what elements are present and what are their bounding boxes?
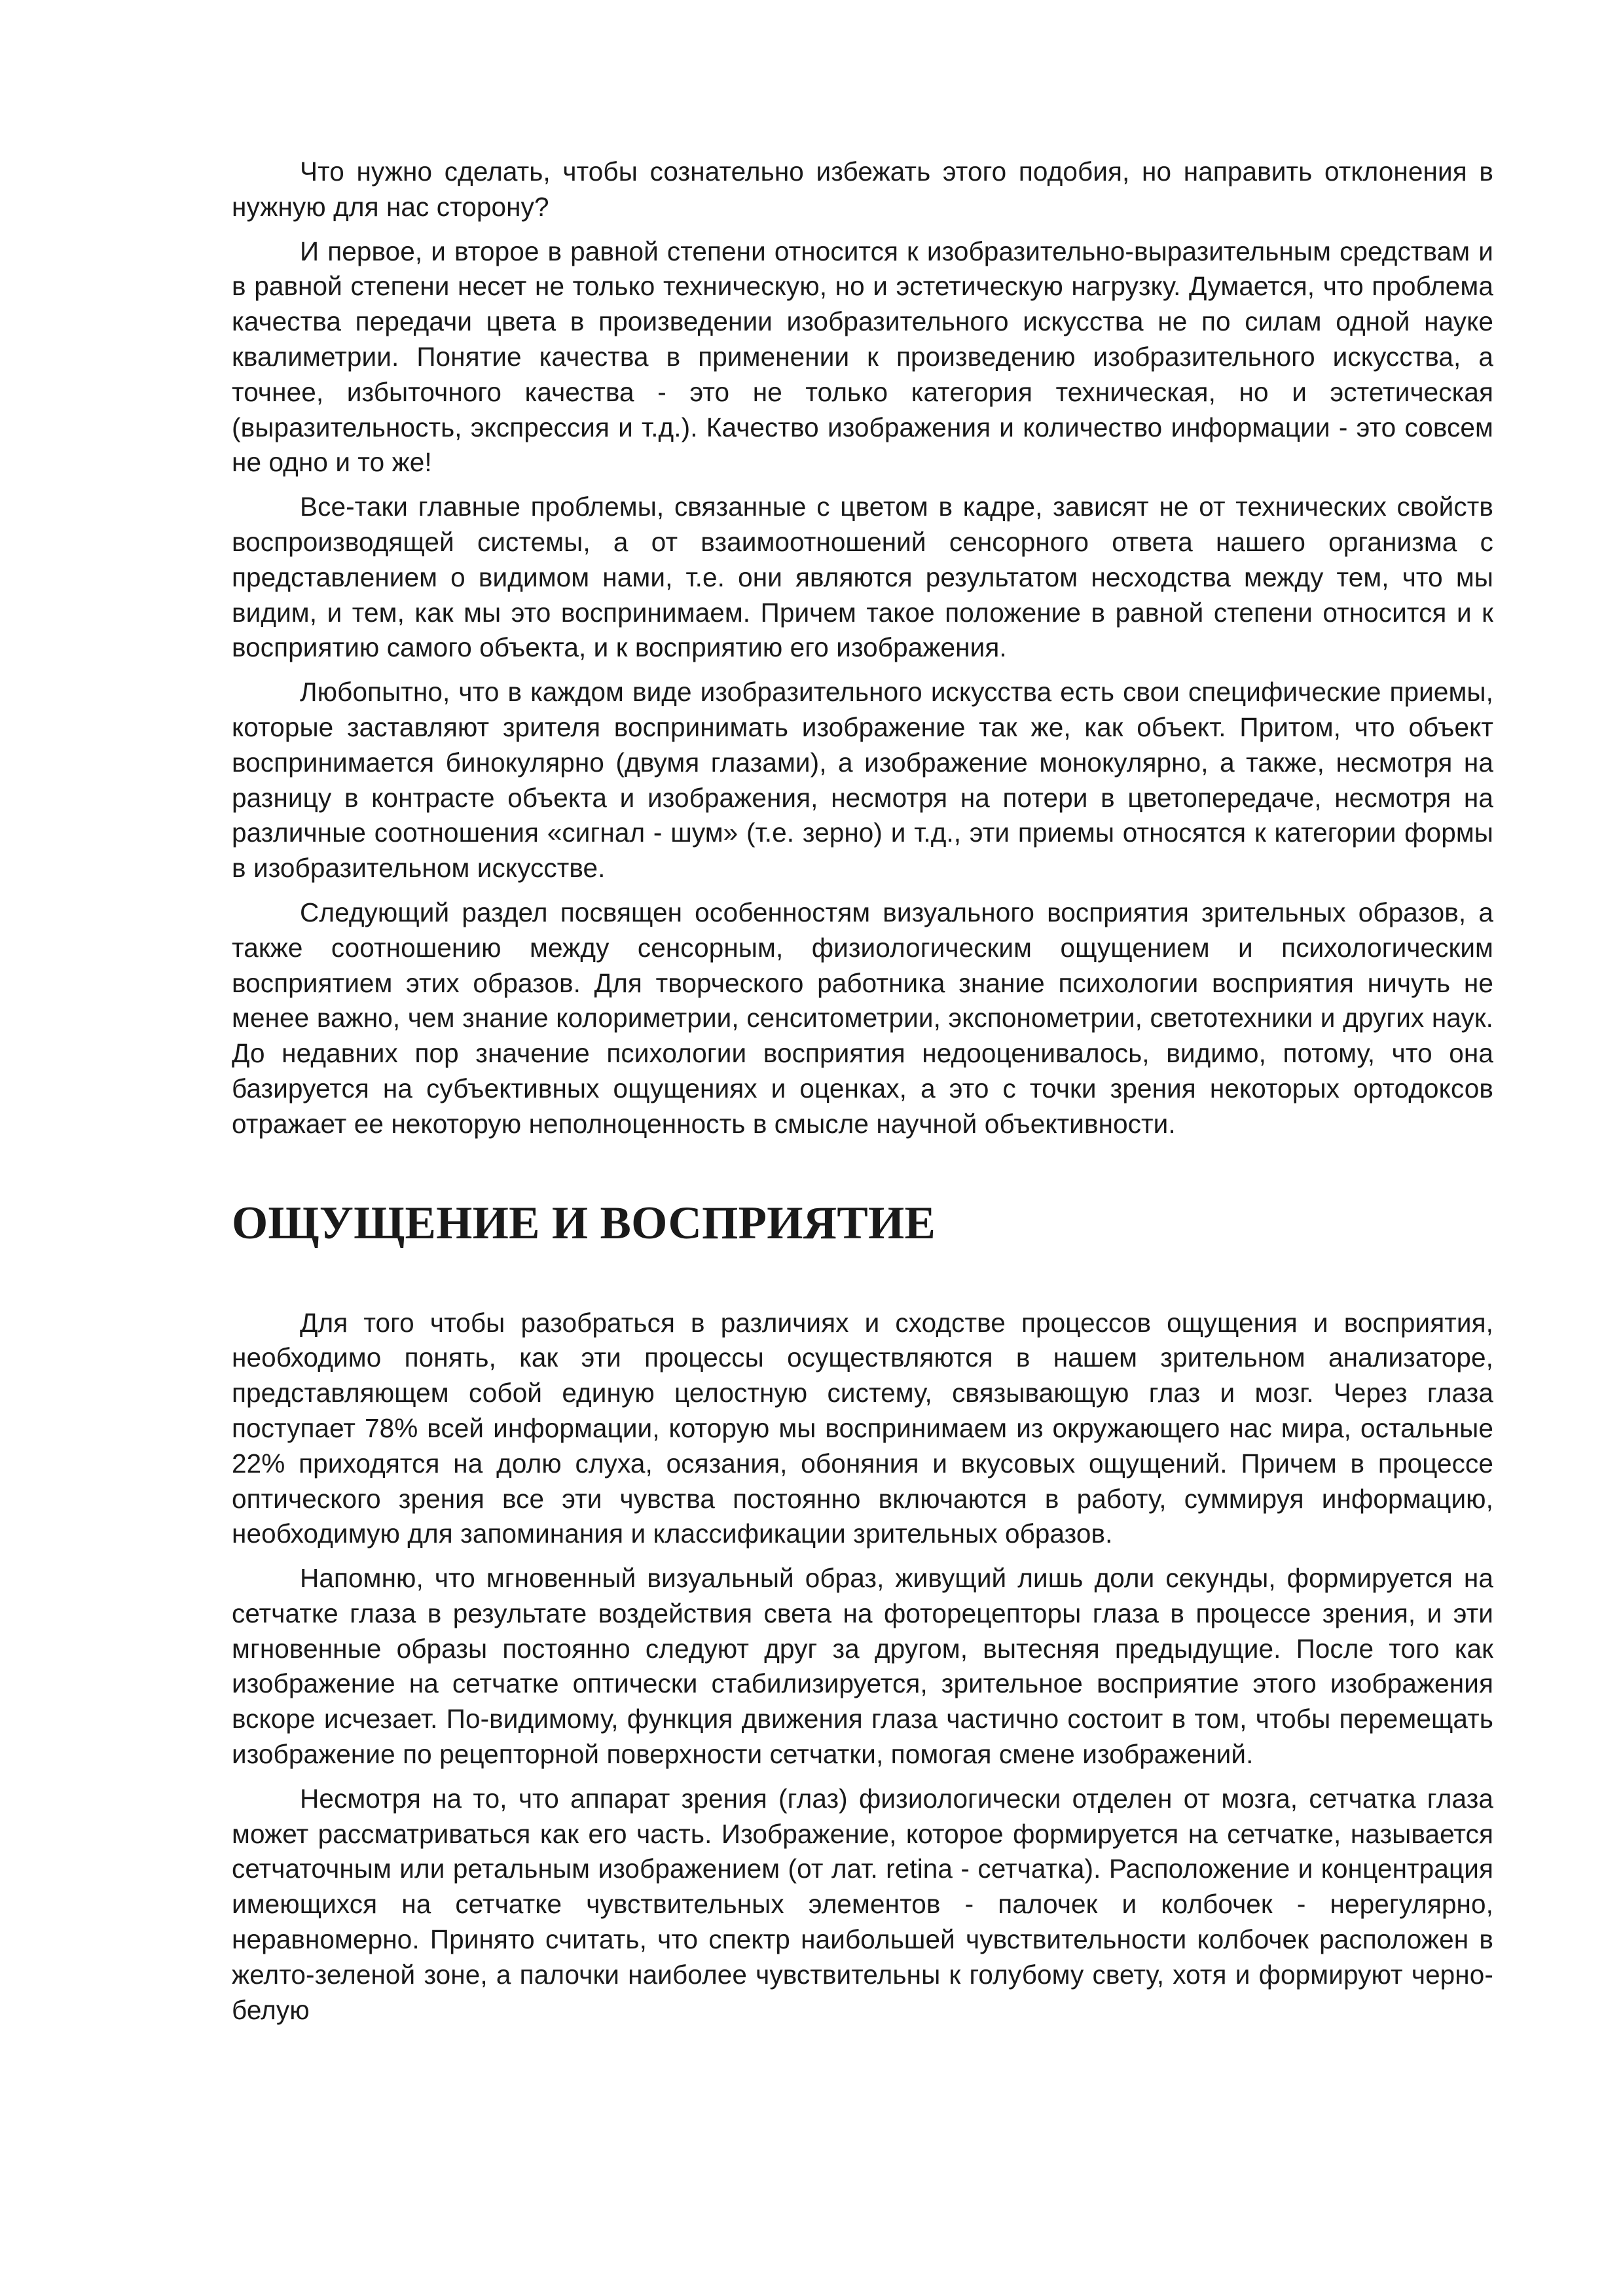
paragraph: И первое, и второе в равной степени относится к изобразительно-выразительным средствам и в равной степени несет не только техническую, но и эстетическую нагрузку. Думается, что проблема качества передачи цвета в произведении изобразительного искусства не по силам одной науке квалиметрии. Понятие качества в применении к произведению изобразительного искусства, а точнее, избыточного качества - это не только категория техническая, но и эстетическая (выразительность, экспрессия и т.д.). Качество изображения и количество информации - это совсем не одно и то же!	[232, 236, 1493, 478]
text-column	[232, 154, 1493, 2037]
paragraph: Любопытно, что в каждом виде изобразительного искусства есть свои специфические приемы, которые заставляют зрителя воспринимать изображение так же, как объект. Притом, что объект воспринимается бинокулярно (двумя глазами), а изображение монокулярно, а также, несмотря на разницу в контрасте объекта и изображения, несмотря на потери в цветопередаче, несмотря на различные соотношения «сигнал - шум» (т.е. зерно) и т.д., эти приемы относятся к категории формы в изобразительном искусстве.	[232, 677, 1493, 884]
paragraph: Несмотря на то, что аппарат зрения (глаз) физиологически отделен от мозга, сетчатка глаза может рассматриваться как его часть. Изображение, которое формируется на сетчатке, называется сетчаточным или ретальным изображением (от лат. retina - сетчатка). Расположение и концентрация имеющихся на сетчатке чувствительных элементов - палочек и колбочек - нерегулярно, неравномерно. Принято считать, что спектр наибольшей чувствительности колбочек расположен в желто-зеленой зоне, а палочки наиболее чувствительны к голубому свету, хотя и формируют черно-белую	[232, 1783, 1493, 2025]
paragraph: Что нужно сделать, чтобы сознательно избежать этого подобия, но направить отклонения в нужную для нас сторону?	[232, 156, 1493, 222]
section-heading: ОЩУЩЕНИЕ И ВОСПРИЯТИЕ	[232, 1197, 936, 1249]
paragraph: Для того чтобы разобраться в различиях и сходстве процессов ощущения и восприятия, необходимо понять, как эти процессы осуществляются в нашем зрительном анализаторе, представляющем собой единую целостную систему, связывающую глаз и мозг. Через глаза поступает 78% всей информации, которую мы воспринимаем из окружающего нас мира, остальные 22% приходятся на долю слуха, осязания, обоняния и вкусовых ощущений. Причем в процессе оптического зрения все эти чувства постоянно включаются в работу, суммируя информацию, необходимую для запоминания и классификации зрительных образов.	[232, 1307, 1493, 1549]
paragraph: Следующий раздел посвящен особенностям визуального восприятия зрительных образов, а также соотношению между сенсорным, физиологическим ощущением и психологическим восприятием этих образов. Для творческого работника знание психологии восприятия ничуть не менее важно, чем знание колориметрии, сенситометрии, экспонометрии, светотехники и других наук. До недавних пор значение психологии восприятия недооценивалось, видимо, потому, что она базируется на субъективных ощущениях и оценках, а это с точки зрения некоторых ортодоксов отражает ее некоторую неполноценность в смысле научной объективности.	[232, 897, 1493, 1139]
paragraph: Все-таки главные проблемы, связанные с цветом в кадре, зависят не от технических свойств воспроизводящей системы, а от взаимоотношений сенсорного ответа нашего организма с представлением о видимом нами, т.е. они являются результатом несходства между тем, что мы видим, и тем, как мы это воспринимаем. Причем такое положение в равной степени относится и к восприятию самого объекта, и к восприятию его изображения.	[232, 492, 1493, 663]
paragraph: Напомню, что мгновенный визуальный образ, живущий лишь доли секунды, формируется на сетчатке глаза в результате воздействия света на фоторецепторы глаза в процессе зрения, и эти мгновенные образы постоянно следуют друг за другом, вытесняя предыдущие. После того как изображение на сетчатке оптически стабилизируется, зрительное восприятие этого изображения вскоре исчезает. По-видимому, функция движения глаза частично состоит в том, чтобы перемещать изображение по рецепторной поверхности сетчатки, помогая смене изображений.	[232, 1563, 1493, 1770]
